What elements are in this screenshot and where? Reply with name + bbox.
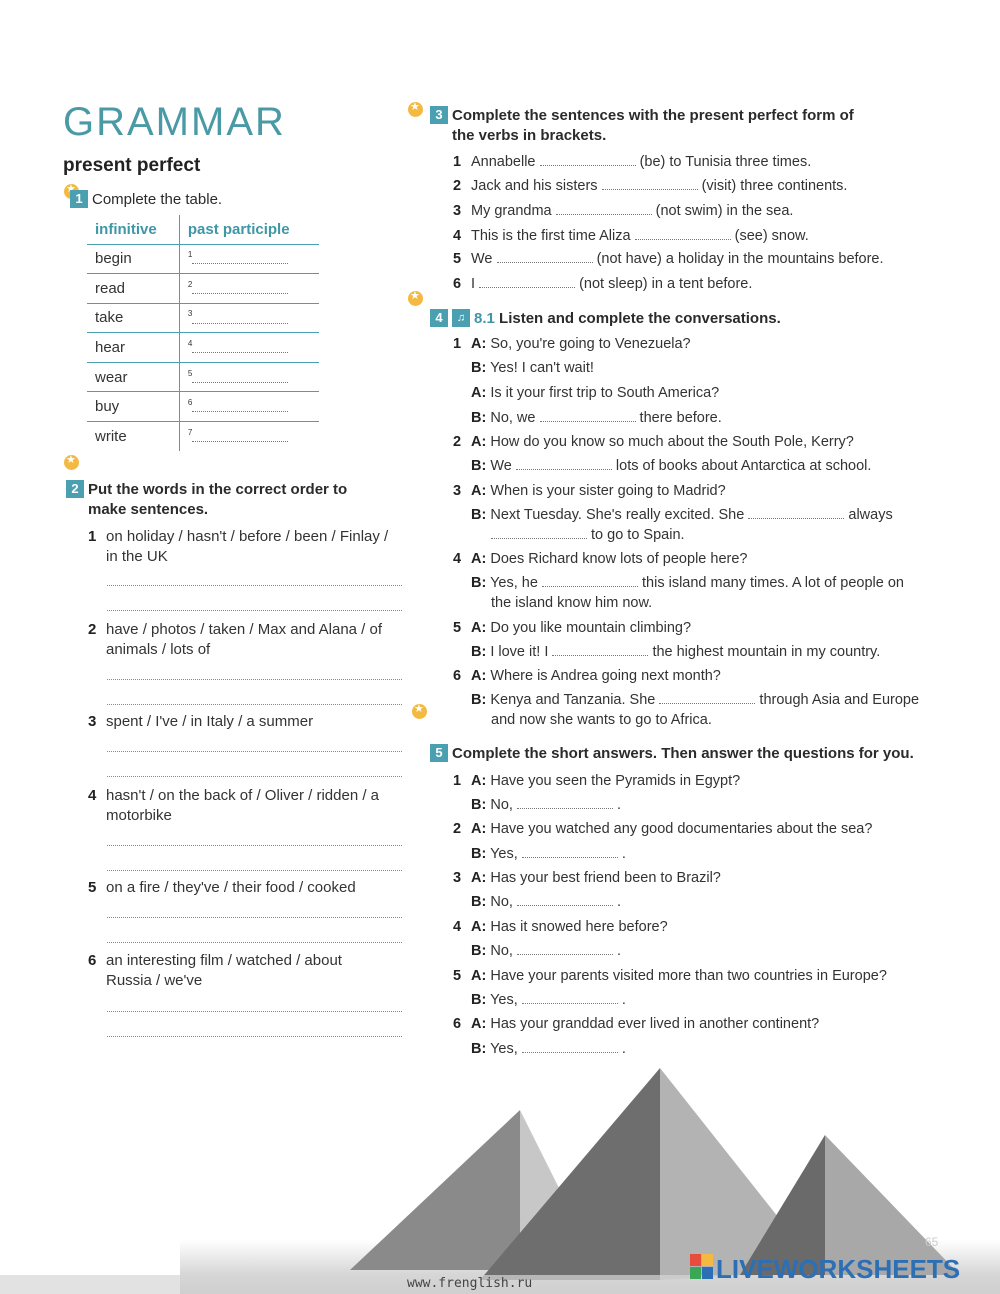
dialogue-line: [491, 593, 652, 613]
full-stop: .: [621, 1041, 626, 1057]
answer-line: [471, 990, 626, 1010]
line-text: there before.: [639, 410, 722, 426]
ex3-instruction-line1: Complete the sentences with the present perfect form of: [452, 107, 854, 124]
answer-line[interactable]: [107, 942, 402, 943]
line-text: through Asia and Europe: [759, 692, 920, 708]
verb-cell: take: [87, 303, 179, 333]
dialogue-line: 2 A: How do you know so much about the South Pole, Kerry?: [453, 434, 854, 450]
sentence-end: (visit) three continents.: [701, 178, 848, 194]
ex3-number: 3: [430, 106, 448, 124]
ex1-number: 1: [70, 190, 88, 208]
sentence-start: Annabelle: [471, 154, 536, 170]
dialogue-line: [471, 456, 871, 476]
line-text: and now she wants to go to Africa.: [491, 712, 712, 728]
answer-line[interactable]: [107, 845, 402, 846]
ex1-instruction: Complete the table.: [92, 191, 223, 208]
verb-table: [87, 215, 319, 451]
sentence-end: (not sleep) in a tent before.: [579, 276, 753, 292]
answer-line[interactable]: [107, 704, 402, 705]
question-text: Has your best friend been to Brazil?: [490, 870, 721, 886]
ex3-item: [453, 226, 809, 246]
item-number: 6: [453, 1016, 462, 1032]
answer-line[interactable]: [107, 1036, 402, 1037]
speaker-a: A:: [471, 1016, 487, 1032]
table-row: [87, 244, 319, 274]
speaker-b: B:: [471, 575, 487, 591]
item-number: 6: [88, 952, 97, 969]
answer-line: [471, 795, 621, 815]
speaker-a: A:: [471, 385, 487, 401]
answer-blank[interactable]: [522, 992, 618, 1004]
question-text: Have you watched any good documentaries about the sea?: [490, 821, 873, 837]
sentence-end: (not swim) in the sea.: [655, 203, 794, 219]
line-text: the highest mountain in my country.: [652, 644, 881, 660]
dialogue-line: [471, 383, 719, 403]
answer-line[interactable]: [107, 751, 402, 752]
full-stop: .: [616, 797, 622, 813]
ex4-heading: [430, 309, 781, 329]
speaker-a: A:: [471, 821, 487, 837]
line-text: Yes, he: [490, 575, 538, 591]
answer-line[interactable]: [107, 776, 402, 777]
ex4-number: 4: [430, 309, 448, 327]
line-text: We: [490, 458, 512, 474]
ex4-instruction: Listen and complete the conversations.: [499, 310, 781, 327]
verb-cell: wear: [87, 362, 179, 392]
sentence-end: (be) to Tunisia three times.: [639, 154, 812, 170]
item-number: 4: [453, 228, 462, 244]
sentence-start: This is the first time Aliza: [471, 228, 631, 244]
question-line: [453, 819, 872, 839]
answer-blank[interactable]: [552, 644, 648, 656]
ex2-instruction-line1: Put the words in the correct order to: [88, 481, 348, 498]
verb-cell: write: [95, 428, 127, 446]
ex3-item: [453, 201, 793, 221]
ex2-item: [88, 878, 403, 898]
line-text: to go to Spain.: [591, 527, 685, 543]
answer-line[interactable]: [107, 1011, 402, 1012]
dialogue-line: 5 A: Do you like mountain climbing?: [453, 620, 692, 636]
speaker-b: B:: [471, 992, 487, 1008]
speaker-b: B:: [471, 1041, 487, 1057]
answer-blank[interactable]: [192, 432, 288, 442]
line-text: How do you know so much about the South Pole, Kerry?: [490, 434, 854, 450]
speaker-b: B:: [471, 458, 487, 474]
answer-number: 3: [187, 309, 193, 319]
speaker-b: B:: [471, 894, 487, 910]
star-icon: [412, 704, 427, 719]
answer-blank[interactable]: [540, 154, 636, 166]
short-answer-start: No,: [490, 943, 513, 959]
question-line: [453, 917, 668, 937]
sentence-start: We: [471, 251, 493, 267]
item-number: 5: [453, 968, 462, 984]
dialogue-line: [491, 710, 712, 730]
item-number: 4: [88, 787, 97, 804]
line-text: lots of books about Antarctica at school.: [615, 458, 872, 474]
question-line: [453, 1014, 819, 1034]
answer-blank[interactable]: [602, 178, 698, 190]
audio-speaker-icon[interactable]: ♫: [452, 309, 470, 327]
item-number: 4: [453, 919, 462, 935]
item-words: spent / I've / in Italy / a summer: [106, 713, 314, 730]
answer-number: 4: [187, 339, 193, 349]
answer-blank[interactable]: [192, 284, 288, 294]
page-number: 65: [925, 1235, 939, 1249]
answer-line: [471, 892, 621, 912]
table-row: [87, 274, 319, 304]
sentence-end: (see) snow.: [734, 228, 809, 244]
speaker-b: B:: [471, 846, 487, 862]
item-number: 2: [88, 621, 97, 638]
line-text: Is it your first trip to South America?: [490, 385, 720, 401]
item-number: 5: [88, 879, 97, 896]
answer-blank[interactable]: [517, 894, 613, 906]
line-text: When is your sister going to Madrid?: [490, 483, 726, 499]
answer-line: [471, 844, 626, 864]
speaker-a: A:: [471, 668, 487, 684]
dialogue-line: [471, 505, 893, 525]
item-number: 2: [453, 821, 462, 837]
answer-line[interactable]: [107, 870, 402, 871]
speaker-a: A:: [471, 551, 487, 567]
speaker-b: B:: [471, 943, 487, 959]
table-row: [87, 303, 319, 333]
ex5-heading: [430, 744, 914, 764]
question-text: Has it snowed here before?: [490, 919, 668, 935]
line-text: the island know him now.: [491, 595, 653, 611]
speaker-a: A:: [471, 919, 487, 935]
line-text: this island many times. A lot of people on: [642, 575, 904, 591]
short-answer-start: No,: [490, 894, 513, 910]
answer-blank[interactable]: [192, 373, 288, 383]
ex2-instruction-line2: make sentences.: [88, 501, 209, 518]
answer-line: [471, 941, 621, 961]
ex3-item: [453, 249, 884, 269]
item-number: 3: [88, 713, 97, 730]
ex5-number: 5: [430, 744, 448, 762]
verb-cell: begin: [87, 244, 179, 274]
answer-blank[interactable]: [517, 943, 613, 955]
full-stop: .: [616, 943, 622, 959]
question-text: Have your parents visited more than two countries in Europe?: [490, 968, 887, 984]
short-answer-start: Yes,: [490, 846, 518, 862]
ex3-instruction-line2: the verbs in brackets.: [452, 127, 607, 144]
line-text: Kenya and Tanzania. She: [490, 692, 656, 708]
ex5-instruction: Complete the short answers. Then answer the questions for you.: [452, 745, 914, 762]
item-number: 1: [453, 154, 462, 170]
sentence-start: My grandma: [471, 203, 552, 219]
sentence-start: I: [471, 276, 476, 292]
table-row: [87, 333, 319, 363]
dialogue-line: [471, 642, 880, 662]
question-line: [453, 868, 721, 888]
item-number: 3: [453, 870, 462, 886]
answer-blank[interactable]: [192, 254, 288, 264]
col-header-past-participle: past participle: [179, 215, 319, 244]
sentence-end: (not have) a holiday in the mountains before.: [596, 251, 884, 267]
dialogue-line: 3 A: When is your sister going to Madrid?: [453, 483, 726, 499]
ex2-item: [88, 712, 403, 732]
speaker-a: A:: [471, 620, 487, 636]
dialogue-line: 6 A: Where is Andrea going next month?: [453, 668, 721, 684]
answer-blank[interactable]: [542, 575, 638, 587]
liveworksheets-badge-icon: [690, 1254, 714, 1280]
ex3-item: [453, 274, 752, 294]
short-answer-start: Yes,: [490, 992, 518, 1008]
dialogue-line: [471, 573, 904, 593]
dialogue-line: 1 A: So, you're going to Venezuela?: [453, 336, 691, 352]
dialogue-line: [471, 408, 722, 428]
dialogue-line: 4 A: Does Richard know lots of people here?: [453, 551, 748, 567]
ex3-heading: [430, 106, 854, 146]
full-stop: .: [616, 894, 622, 910]
full-stop: .: [621, 846, 626, 862]
answer-line[interactable]: [107, 679, 402, 680]
question-line: [453, 966, 887, 986]
answer-number: 2: [187, 279, 193, 289]
answer-blank[interactable]: [516, 458, 612, 470]
table-row: [87, 362, 319, 392]
speaker-b: B:: [471, 644, 487, 660]
dialogue-line: [491, 525, 685, 545]
answer-blank[interactable]: [522, 846, 618, 858]
answer-line[interactable]: [107, 585, 402, 586]
answer-blank[interactable]: [192, 402, 288, 412]
question-text: Have you seen the Pyramids in Egypt?: [490, 773, 741, 789]
answer-blank[interactable]: [192, 314, 288, 324]
answer-blank[interactable]: [479, 276, 575, 288]
answer-number: 6: [187, 398, 193, 408]
line-text: I love it! I: [490, 644, 549, 660]
star-icon: [408, 102, 423, 117]
liveworksheets-logo: [690, 1254, 960, 1285]
answer-number: 5: [187, 368, 193, 378]
answer-blank[interactable]: [635, 228, 731, 240]
section-subtitle: present perfect: [63, 155, 201, 176]
sentence-start: Jack and his sisters: [471, 178, 598, 194]
ex3-item: [453, 176, 847, 196]
speaker-b: B:: [471, 797, 487, 813]
speaker-a: A:: [471, 336, 487, 352]
page-title: GRAMMAR: [63, 100, 286, 144]
answer-number: 1: [187, 250, 193, 260]
ex2-heading: [66, 480, 347, 520]
item-words: hasn't / on the back of / Oliver / ridden / a motorbike: [106, 787, 380, 824]
answer-blank[interactable]: [192, 343, 288, 353]
line-text: Where is Andrea going next month?: [490, 668, 721, 684]
watermark-text: LIVEWORKSHEETS: [716, 1254, 961, 1284]
star-icon: [408, 291, 423, 306]
answer-line[interactable]: [107, 917, 402, 918]
star-icon: [64, 455, 79, 470]
answer-blank[interactable]: [556, 203, 652, 215]
item-number: 3: [453, 203, 462, 219]
item-number: 6: [453, 276, 462, 292]
answer-number: 7: [187, 428, 193, 438]
answer-blank[interactable]: [491, 527, 587, 539]
verb-cell: hear: [87, 333, 179, 363]
ex1-heading: [70, 190, 222, 210]
item-number: 1: [453, 773, 462, 789]
item-number: 5: [453, 251, 462, 267]
short-answer-start: No,: [490, 797, 513, 813]
item-words: have / photos / taken / Max and Alana / of animals / lots of: [106, 621, 383, 658]
ex2-item: [88, 620, 403, 660]
question-text: Has your granddad ever lived in another continent?: [490, 1016, 820, 1032]
item-words: on a fire / they've / their food / cooked: [106, 879, 356, 896]
speaker-a: A:: [471, 968, 487, 984]
line-text: Does Richard know lots of people here?: [490, 551, 748, 567]
table-row: [87, 422, 319, 452]
col-header-infinitive: infinitive: [87, 215, 179, 244]
ex2-item: [88, 527, 403, 567]
line-text: Do you like mountain climbing?: [490, 620, 692, 636]
question-line: [453, 771, 740, 791]
item-number: 2: [453, 178, 462, 194]
answer-blank[interactable]: [517, 797, 613, 809]
speaker-b: B:: [471, 692, 487, 708]
speaker-a: A:: [471, 483, 487, 499]
verb-cell: buy: [87, 392, 179, 422]
line-text: Next Tuesday. She's really excited. She: [490, 507, 745, 523]
dialogue-line: [471, 690, 919, 710]
table-row: [87, 392, 319, 422]
speaker-b: B:: [471, 507, 487, 523]
speaker-a: A:: [471, 773, 487, 789]
line-text: always: [848, 507, 893, 523]
line-text: No, we: [490, 410, 536, 426]
answer-blank[interactable]: [748, 507, 844, 519]
answer-blank[interactable]: [659, 692, 755, 704]
dialogue-line: [471, 358, 594, 378]
speaker-a: A:: [471, 434, 487, 450]
answer-blank[interactable]: [540, 410, 636, 422]
full-stop: .: [621, 992, 626, 1008]
ex2-number: 2: [66, 480, 84, 498]
ex2-item: [88, 951, 403, 991]
speaker-a: A:: [471, 870, 487, 886]
item-words: on holiday / hasn't / before / been / Finlay / in the UK: [106, 528, 389, 565]
ex2-item: [88, 786, 403, 826]
ex3-item: [453, 152, 811, 172]
answer-blank[interactable]: [497, 251, 593, 263]
answer-line[interactable]: [107, 610, 402, 611]
item-words: an interesting film / watched / about Russia / we've: [106, 952, 342, 989]
source-url: www.frenglish.ru: [407, 1276, 533, 1291]
item-number: 1: [88, 528, 97, 545]
line-text: Yes! I can't wait!: [490, 360, 594, 376]
short-answer-start: Yes,: [490, 1041, 518, 1057]
verb-cell: read: [87, 274, 179, 304]
audio-track: 8.1: [474, 310, 495, 327]
speaker-b: B:: [471, 360, 487, 376]
line-text: So, you're going to Venezuela?: [490, 336, 691, 352]
speaker-b: B:: [471, 410, 487, 426]
